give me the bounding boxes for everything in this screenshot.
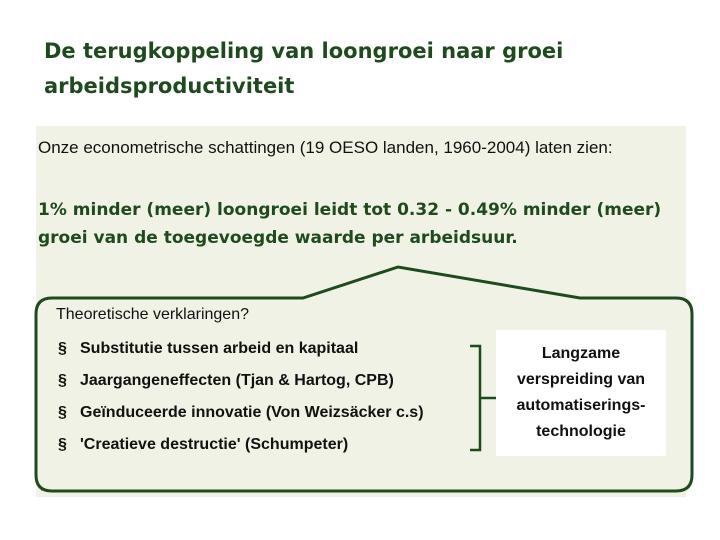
bullet-marker: § [58,436,67,453]
intro-text: Onze econometrische schattingen (19 OESO landen, 1960-2004) laten zien: [38,138,613,157]
conclusion-line-1: Langzame [541,345,621,362]
bullet-text: Substitutie tussen arbeid en kapitaal [80,340,359,357]
conclusion-box [496,330,666,456]
bullet-marker: § [58,372,67,389]
bullet-text: Geïnduceerde innovatie (Von Weizsäcker c.s) [80,404,424,421]
title-line-2: arbeidsproductiviteit [44,74,295,98]
list-item [58,371,424,401]
list-item [58,339,424,369]
list-item [58,403,424,433]
bullet-text: 'Creatieve destructie' (Schumpeter) [80,436,349,453]
conclusion-line-3: automatiserings- [516,397,646,414]
explanations-list [58,339,424,467]
callout-title: Theoretische verklaringen? [56,306,249,323]
bullet-marker: § [58,404,67,421]
title-line-1: De terugkoppeling van loongroei naar groei [44,39,564,63]
conclusion-line-4: technologie [536,423,626,440]
key-finding-text: 1% minder (meer) loongroei leidt tot 0.32 - 0.49% minder (meer) groei van de toegevoegde waarde per arbeidsuur. [38,200,662,248]
bullet-text: Jaargangeneffecten (Tjan & Hartog, CPB) [80,372,394,389]
bullet-marker: § [58,340,67,357]
conclusion-line-2: verspreiding van [516,371,646,388]
list-item [58,435,424,465]
